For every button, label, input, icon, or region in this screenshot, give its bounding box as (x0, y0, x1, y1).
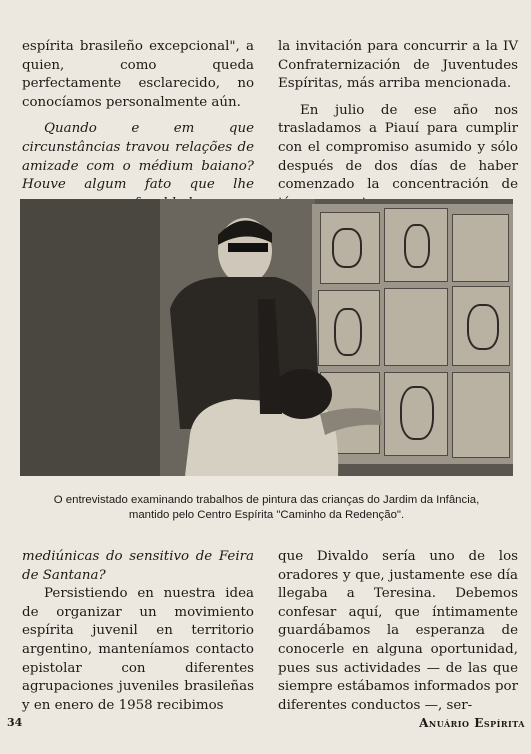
publication-name: Anuário Espírita (419, 716, 525, 730)
column-top-right (278, 38, 518, 213)
paragraph: En julio de ese año nos trasladamos a Piauí para cumplir con el compromiso asumido y sólo después de dos días de haber comenzado la concentración de (278, 102, 518, 193)
photo-caption: O entrevistado examinando trabalhos de pintura das crianças do Jardim da Infância, mantido pelo Centro Espírita "Caminho da Redenção". (53, 494, 480, 521)
paragraph: Persistiendo en nuestra idea de organizar un movimiento espírita juvenil en territorio argentino, manteníamos contacto epistolar con diferentes agrupaciones juveniles brasileñas y en enero de 1958 recibimos (22, 586, 254, 713)
paragraph: espírita brasileño excepcional", a quien, como queda perfectamente esclarecido, no conocíamos personalmente aún. (22, 39, 254, 110)
people-silhouette (20, 199, 513, 476)
page-number: 34 (7, 716, 23, 729)
paragraph: que Divaldo sería uno de los oradores y que, justamente ese día llegaba a Teresina. Debemos confesar aquí, que íntimamente guardábamos la esperanza de conocerle en alguna oportunidad, pues sus actividades — de las que siempre estábamos informados por diferentes conductos —, ser- (278, 549, 518, 713)
column-top-left (22, 38, 254, 213)
column-bottom-left (22, 548, 254, 715)
photograph (20, 199, 513, 476)
interview-question: mediúnicas do sensitivo de Feira de Santana? (22, 549, 254, 583)
paragraph: la invitación para concurrir a la IV Confraternización de Juventudes Espíritas, más arriba mencionada. (278, 39, 518, 92)
column-bottom-right (278, 548, 518, 715)
interview-question: Quando e em que circunstâncias travou relações de amizade com o médium baiano? Houve algum fato que lhe (22, 121, 254, 193)
